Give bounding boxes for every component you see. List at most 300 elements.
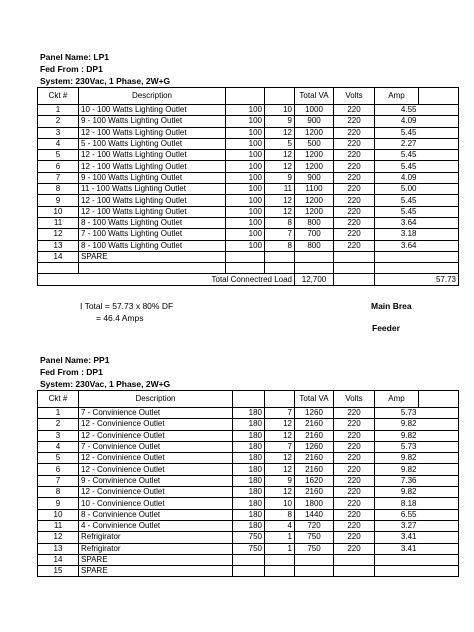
cell-quantity: 12 [265,453,295,464]
cell-volts: 220 [334,543,375,554]
cell-description: 12 - 100 Watts Lighting Outlet [79,150,226,161]
cell-volts: 220 [334,520,375,531]
cell-ckt: 13 [38,240,79,251]
table-row [38,172,459,183]
cell-description: 12 - 100 Watts Lighting Outlet [79,206,226,217]
table-row [38,195,459,206]
cell-amp: 9.82 [375,464,419,475]
total-label: Total Connectred Load [38,274,295,285]
cell-ckt: 6 [38,464,79,475]
header-total-va: Total VA [295,391,334,408]
cell-blank [419,138,459,149]
cell-description: 12 - 100 Watts Lighting Outlet [79,161,226,172]
cell-volts: 220 [334,161,375,172]
cell-total-va: 1200 [295,161,334,172]
cell-amp: 5.45 [375,161,419,172]
cell-total-va: 1260 [295,441,334,452]
cell-description: 10 - Convinience Outlet [79,498,233,509]
cell-quantity: 9 [265,475,295,486]
header-ckt: Ckt # [38,391,79,408]
cell-quantity: 12 [265,430,295,441]
main-breaker-label: Main Brea [371,301,412,311]
cell-total-va: 720 [295,520,334,531]
cell-total-va: 1800 [295,498,334,509]
cell-description: 8 - Convinience Outlet [79,509,233,520]
header-volts: Volts [334,88,375,105]
cell-watts: 180 [233,419,265,430]
cell-total-va: 1440 [295,509,334,520]
cell-blank [419,408,459,419]
cell-amp [375,251,419,262]
cell-blank [419,251,459,262]
cell-ckt: 12 [38,532,79,543]
cell-blank [419,116,459,127]
cell-volts: 220 [334,532,375,543]
cell-total-va: 2160 [295,419,334,430]
cell-quantity: 7 [265,441,295,452]
table-row [38,161,459,172]
cell-volts: 220 [334,217,375,228]
cell-description: 12 - Convinience Outlet [79,430,233,441]
panel2-name: Panel Name: PP1 [40,355,110,365]
table-row [38,240,459,251]
cell-watts: 100 [226,116,265,127]
header-blank [265,391,295,408]
cell-description: 7 - 100 Watts Lighting Outlet [79,229,226,240]
cell-ckt: 4 [38,441,79,452]
cell-quantity: 10 [265,498,295,509]
cell-total-va: 2160 [295,453,334,464]
cell-description: 12 - 100 Watts Lighting Outlet [79,195,226,206]
cell-description: 7 - Convinience Outlet [79,441,233,452]
cell-volts: 220 [334,419,375,430]
table-row [38,138,459,149]
header-description: Description [79,391,233,408]
cell-total-va: 2160 [295,487,334,498]
table-row [38,543,459,554]
cell-amp: 5.45 [375,206,419,217]
panel1-fed-from: Fed From : DP1 [40,64,103,74]
cell-description: 9 - Convinience Outlet [79,475,233,486]
cell-amp: 3.41 [375,532,419,543]
cell-quantity: 12 [265,161,295,172]
cell-description: 10 - 100 Watts Lighting Outlet [79,105,226,116]
panel2-schedule-table [37,390,459,577]
cell-quantity: 12 [265,195,295,206]
cell-watts [226,263,265,274]
header-total-va: Total VA [295,88,334,105]
cell-volts: 220 [334,150,375,161]
cell-amp: 9.82 [375,453,419,464]
cell-blank [419,453,459,464]
cell-description: 7 - Convinience Outlet [79,408,233,419]
cell-ckt: 5 [38,453,79,464]
cell-total-va: 2160 [295,464,334,475]
header-blank [419,391,459,408]
cell-quantity: 9 [265,172,295,183]
header-amp: Amp [375,88,419,105]
cell-quantity: 12 [265,487,295,498]
cell-description: 12 - Convinience Outlet [79,453,233,464]
table-row [38,217,459,228]
cell-total-va: 1000 [295,105,334,116]
cell-amp [375,566,419,577]
cell-amp: 3.41 [375,543,419,554]
cell-volts: 220 [334,408,375,419]
table-row [38,498,459,509]
cell-volts: 220 [334,206,375,217]
table-row [38,566,459,577]
cell-description: 12 - Convinience Outlet [79,464,233,475]
cell-volts: 220 [334,195,375,206]
cell-description: SPARE [79,251,226,262]
cell-blank [419,520,459,531]
cell-description: Refrigirator [79,532,233,543]
cell-quantity: 12 [265,150,295,161]
cell-blank [419,263,459,274]
cell-volts [334,263,375,274]
cell-quantity: 7 [265,229,295,240]
cell-amp [375,554,419,565]
cell-total-va: 1260 [295,408,334,419]
cell-amp: 6.55 [375,509,419,520]
cell-watts: 180 [233,453,265,464]
cell-watts: 180 [233,441,265,452]
cell-total-va: 1200 [295,195,334,206]
cell-quantity: 7 [265,408,295,419]
cell-total-va [295,263,334,274]
cell-blank [419,498,459,509]
cell-volts [334,566,375,577]
cell-volts [334,554,375,565]
cell-quantity: 12 [265,206,295,217]
cell-description: 4 - Convinience Outlet [79,520,233,531]
cell-description: 8 - 100 Watts Lighting Outlet [79,240,226,251]
cell-description: 9 - 100 Watts Lighting Outlet [79,172,226,183]
cell-ckt: 9 [38,498,79,509]
cell-amp [375,263,419,274]
table-row [38,206,459,217]
cell-blank [419,566,459,577]
header-blank [226,88,265,105]
cell-amp: 4.55 [375,105,419,116]
cell-blank [419,127,459,138]
cell-watts: 180 [233,520,265,531]
table-header-row [38,391,459,408]
cell-total-va: 900 [295,172,334,183]
table-row [38,487,459,498]
table-row [38,184,459,195]
cell-quantity: 10 [265,105,295,116]
cell-ckt: 10 [38,509,79,520]
table-row [38,475,459,486]
table-row [38,105,459,116]
cell-description: 12 - Convinience Outlet [79,487,233,498]
cell-blank [419,150,459,161]
cell-ckt: 2 [38,116,79,127]
header-blank [419,88,459,105]
cell-blank [419,475,459,486]
cell-volts: 220 [334,105,375,116]
cell-total-va: 1200 [295,127,334,138]
cell-volts: 220 [334,498,375,509]
cell-ckt: 3 [38,430,79,441]
cell-ckt: 4 [38,138,79,149]
cell-watts: 750 [233,532,265,543]
cell-total-va: 700 [295,229,334,240]
cell-amp: 4.09 [375,172,419,183]
cell-ckt: 8 [38,184,79,195]
cell-ckt: 11 [38,217,79,228]
cell-amp: 5.00 [375,184,419,195]
cell-quantity [265,263,295,274]
cell-watts: 100 [226,138,265,149]
cell-quantity: 8 [265,509,295,520]
cell-blank [419,172,459,183]
cell-watts: 100 [226,150,265,161]
cell-blank [419,441,459,452]
cell-volts: 220 [334,240,375,251]
table-row [38,509,459,520]
cell-ckt: 12 [38,229,79,240]
cell-ckt: 13 [38,543,79,554]
cell-watts: 750 [233,543,265,554]
cell-ckt: 8 [38,487,79,498]
table-row [38,532,459,543]
panel2-system: System: 230Vac, 1 Phase, 2W+G [40,379,171,389]
cell-quantity: 5 [265,138,295,149]
table-row [38,263,459,274]
cell-volts: 220 [334,509,375,520]
cell-amp: 3.18 [375,229,419,240]
cell-blank [419,487,459,498]
cell-volts: 220 [334,475,375,486]
cell-watts: 100 [226,172,265,183]
cell-ckt: 1 [38,105,79,116]
cell-volts: 220 [334,487,375,498]
cell-watts [233,566,265,577]
cell-watts [233,554,265,565]
cell-quantity: 1 [265,543,295,554]
cell-blank [419,229,459,240]
cell-blank [419,206,459,217]
cell-blank [419,430,459,441]
cell-ckt: 7 [38,475,79,486]
cell-amp: 9.82 [375,419,419,430]
cell-watts: 180 [233,430,265,441]
header-ckt: Ckt # [38,88,79,105]
cell-ckt: 14 [38,554,79,565]
cell-watts: 100 [226,229,265,240]
cell-volts: 220 [334,464,375,475]
cell-description: 12 - Convinience Outlet [79,419,233,430]
header-amp: Amp [375,391,419,408]
cell-watts: 100 [226,217,265,228]
cell-quantity: 1 [265,532,295,543]
cell-amp: 5.73 [375,408,419,419]
cell-ckt: 7 [38,172,79,183]
cell-amp: 3.27 [375,520,419,531]
cell-amp: 8.18 [375,498,419,509]
cell-blank [419,195,459,206]
panel1-schedule-table [37,87,459,286]
cell-amp: 4.09 [375,116,419,127]
cell-total-va: 750 [295,532,334,543]
cell-description: Refrigirator [79,543,233,554]
table-row [38,127,459,138]
cell-ckt: 10 [38,206,79,217]
cell-ckt [38,263,79,274]
cell-total-va: 800 [295,240,334,251]
cell-ckt: 1 [38,408,79,419]
header-blank [233,391,265,408]
header-description: Description [79,88,226,105]
cell-description: SPARE [79,554,233,565]
cell-watts: 180 [233,408,265,419]
cell-watts: 100 [226,240,265,251]
cell-ckt: 3 [38,127,79,138]
cell-blank [419,161,459,172]
cell-quantity: 8 [265,217,295,228]
cell-amp: 3.64 [375,217,419,228]
cell-quantity: 9 [265,116,295,127]
cell-ckt: 11 [38,520,79,531]
cell-watts: 100 [226,105,265,116]
cell-ckt: 5 [38,150,79,161]
cell-volts: 220 [334,172,375,183]
i-total-result: = 46.4 Amps [96,313,144,323]
feeder-label: Feeder [372,323,400,333]
cell-total-va: 500 [295,138,334,149]
cell-quantity: 12 [265,464,295,475]
total-row [38,274,459,285]
cell-total-va [295,566,334,577]
cell-description: 8 - 100 Watts Lighting Outlet [79,217,226,228]
cell-ckt: 9 [38,195,79,206]
header-volts: Volts [334,391,375,408]
cell-total-va: 1200 [295,150,334,161]
cell-blank [419,509,459,520]
cell-total-va [295,251,334,262]
table-header-row [38,88,459,105]
total-va: 12,700 [295,274,334,285]
cell-volts: 220 [334,138,375,149]
cell-description: 5 - 100 Watts Lighting Outlet [79,138,226,149]
cell-blank [419,554,459,565]
panel1-system: System: 230Vac, 1 Phase, 2W+G [40,76,171,86]
table-row [38,441,459,452]
cell-blank [419,419,459,430]
cell-watts [226,251,265,262]
cell-blank [419,543,459,554]
table-row [38,430,459,441]
cell-total-va: 2160 [295,430,334,441]
cell-total-va: 900 [295,116,334,127]
table-row [38,520,459,531]
table-row [38,251,459,262]
cell-blank [419,464,459,475]
cell-volts [334,251,375,262]
cell-amp: 5.45 [375,127,419,138]
cell-total-va: 800 [295,217,334,228]
panel1-name: Panel Name: LP1 [40,52,109,62]
table-row [38,453,459,464]
cell-watts: 180 [233,475,265,486]
cell-total-va: 1620 [295,475,334,486]
cell-ckt: 14 [38,251,79,262]
i-total-formula: I Total = 57.73 x 80% DF [80,301,174,311]
cell-volts: 220 [334,229,375,240]
table-row [38,229,459,240]
cell-amp: 2.27 [375,138,419,149]
cell-quantity [265,566,295,577]
cell-total-va: 1200 [295,206,334,217]
total-volts [334,274,375,285]
cell-quantity: 4 [265,520,295,531]
cell-amp: 9.82 [375,487,419,498]
cell-watts: 180 [233,509,265,520]
cell-amp: 7.36 [375,475,419,486]
cell-description [79,263,226,274]
header-blank [265,88,295,105]
cell-description: 11 - 100 Watts Lighting Outlet [79,184,226,195]
cell-ckt: 15 [38,566,79,577]
table-row [38,554,459,565]
cell-amp: 9.82 [375,430,419,441]
cell-watts: 180 [233,487,265,498]
cell-blank [419,105,459,116]
table-row [38,419,459,430]
cell-volts: 220 [334,116,375,127]
cell-watts: 180 [233,498,265,509]
cell-watts: 100 [226,127,265,138]
cell-description: SPARE [79,566,233,577]
table-row [38,408,459,419]
table-row [38,116,459,127]
cell-watts: 100 [226,195,265,206]
cell-total-va: 750 [295,543,334,554]
panel2-fed-from: Fed From : DP1 [40,367,103,377]
cell-blank [419,217,459,228]
table-row [38,150,459,161]
cell-blank [419,184,459,195]
cell-ckt: 6 [38,161,79,172]
cell-volts: 220 [334,184,375,195]
cell-watts: 100 [226,184,265,195]
cell-quantity [265,554,295,565]
cell-amp: 5.73 [375,441,419,452]
cell-description: 9 - 100 Watts Lighting Outlet [79,116,226,127]
cell-amp: 3.64 [375,240,419,251]
cell-quantity [265,251,295,262]
cell-quantity: 12 [265,419,295,430]
cell-total-va [295,554,334,565]
cell-volts: 220 [334,453,375,464]
cell-volts: 220 [334,430,375,441]
table-row [38,464,459,475]
total-amp: 57.73 [375,274,459,285]
cell-volts: 220 [334,127,375,138]
cell-ckt: 2 [38,419,79,430]
cell-watts: 100 [226,206,265,217]
cell-quantity: 11 [265,184,295,195]
cell-watts: 180 [233,464,265,475]
cell-watts: 100 [226,161,265,172]
cell-blank [419,240,459,251]
cell-quantity: 8 [265,240,295,251]
cell-quantity: 12 [265,127,295,138]
cell-blank [419,532,459,543]
